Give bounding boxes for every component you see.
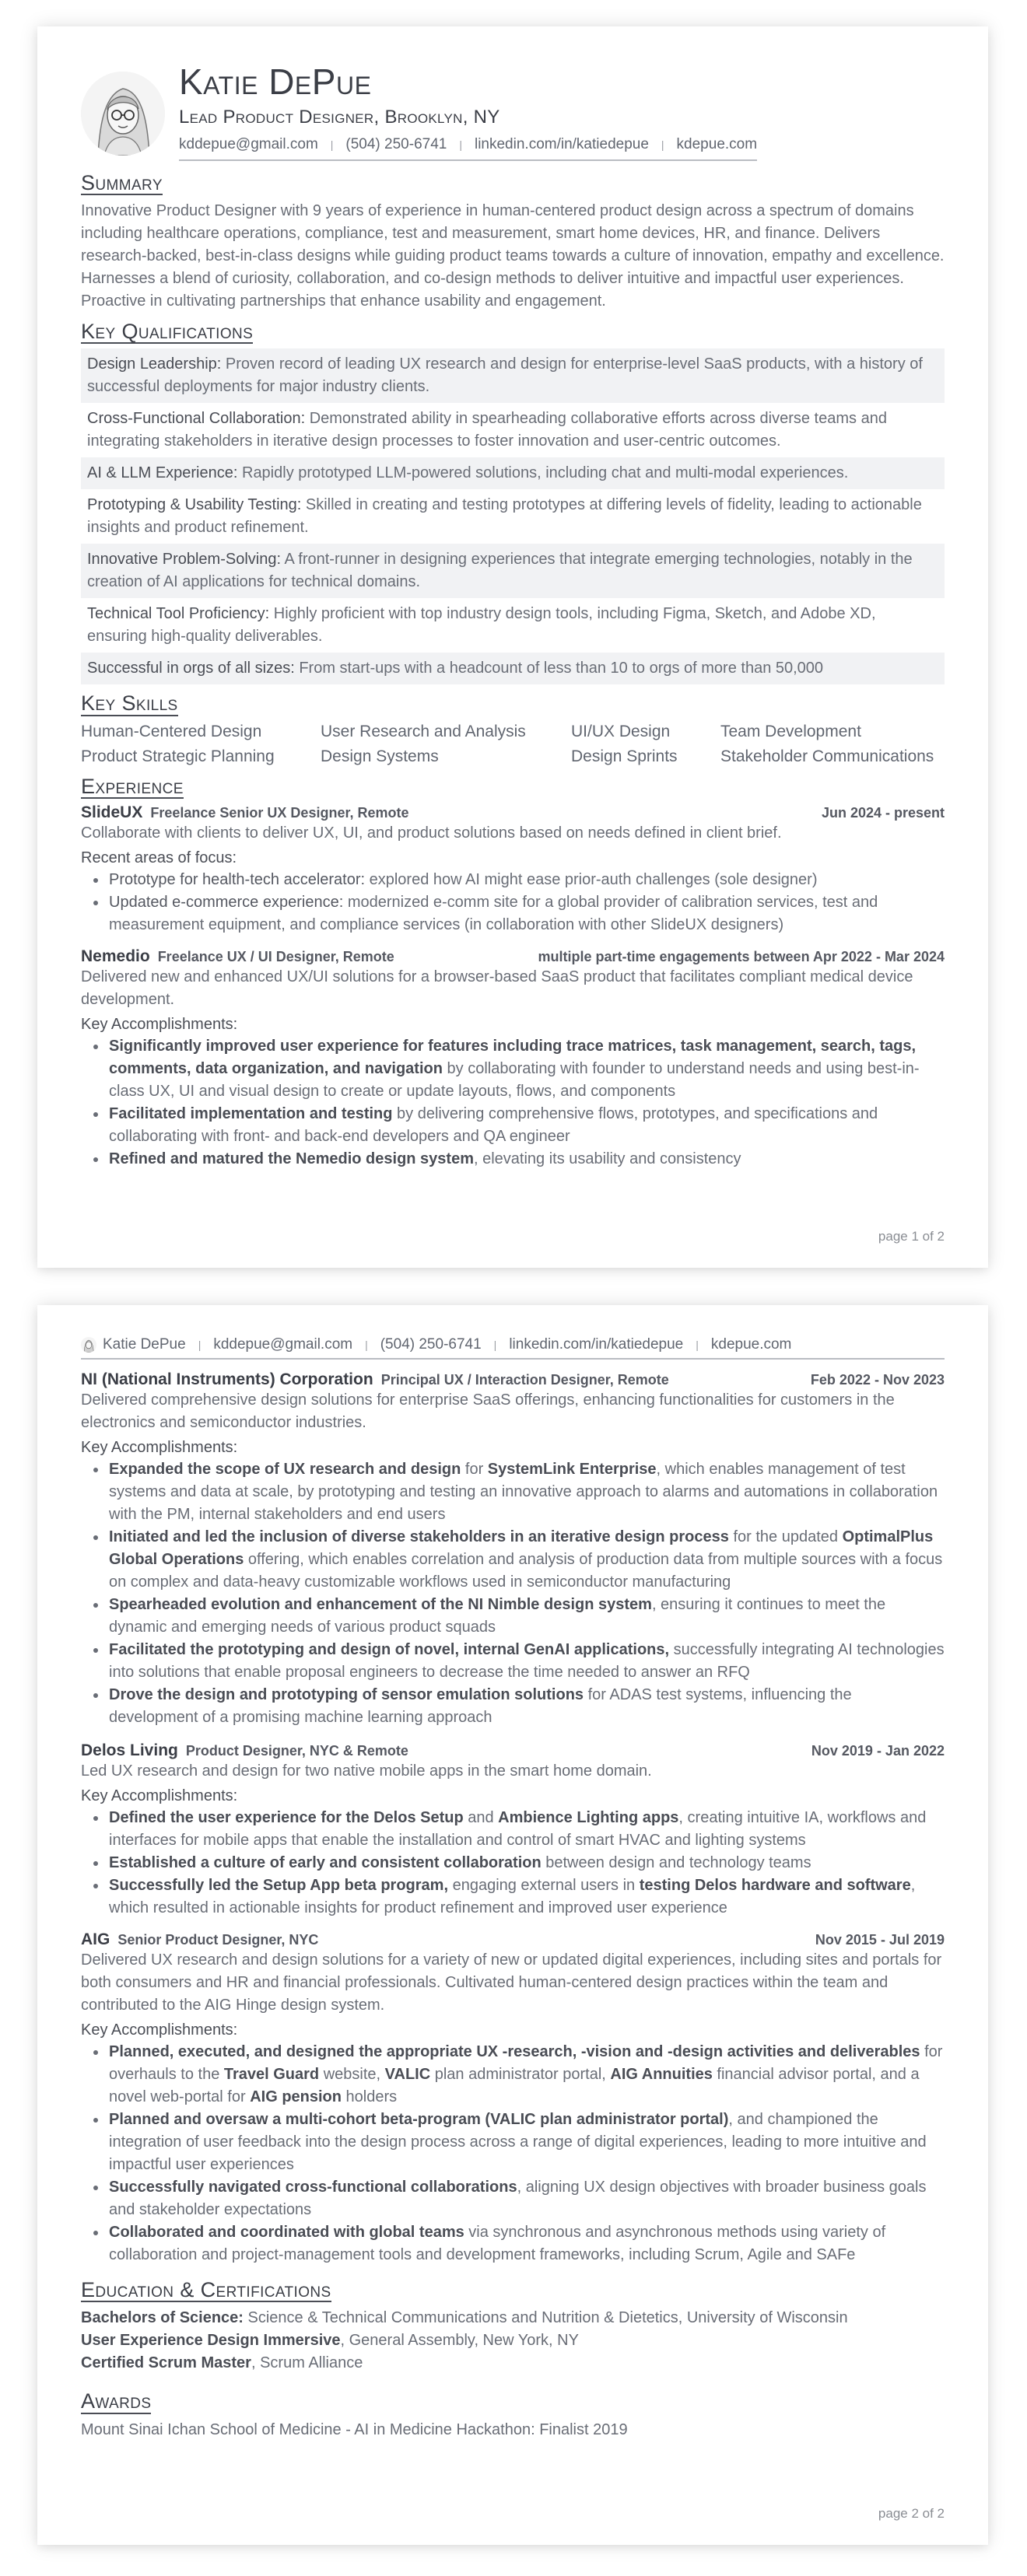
list-item: • Initiated and led the inclusion of diverse stakeholders in an iterative design process for the updated OptimalPlus Global Operations offering, which enables correlation and analysis of production data from multiple sources with a focus on complex and data-heavy customizable workflows used in semiconductor manufacturing: [107, 1526, 945, 1594]
header-name: Katie DePue: [103, 1336, 186, 1353]
contact-line: [179, 136, 757, 161]
list-item: • Established a culture of early and consistent collaboration between design and technology teams: [107, 1852, 945, 1874]
job-subheading: Key Accomplishments:: [81, 1439, 238, 1456]
job-bullets: [81, 2041, 945, 2266]
qualifications-section: [81, 320, 945, 684]
experience-section: [81, 775, 945, 1171]
qualification-item: Design Leadership: Proven record of leading UX research and design for enterprise-level SaaS products, with a history of successful deployments for major industry clients.: [81, 348, 945, 403]
skill-item: Stakeholder Communications: [720, 747, 934, 765]
skill-item: UI/UX Design: [571, 722, 671, 740]
job-dates: multiple part-time engagements between Apr 2022 - Mar 2024: [538, 948, 945, 964]
job-role: Freelance UX / UI Designer, Remote: [157, 948, 394, 964]
job-role: Senior Product Designer, NYC: [117, 1932, 319, 1948]
list-item: • Defined the user experience for the Delos Setup and Ambience Lighting apps, creating intuitive IA, workflows and interfaces for mobile apps that enable the installation and control of smart HVAC and lighting systems: [107, 1807, 945, 1852]
list-item: • Expanded the scope of UX research and design for SystemLink Enterprise, which enables management of test systems and data at scale, by prototyping and testing an innovative approach to alarms and automations in collaboration with the PM, internal stakeholders and end users: [107, 1458, 945, 1526]
resume-page-1: [37, 26, 988, 1268]
education-item: Certified Scrum Master, Scrum Alliance: [81, 2354, 363, 2372]
qualification-item: Innovative Problem-Solving: A front-runner in designing experiences that integrate emerging technologies, notably in the creation of AI applications for technical domains.: [81, 544, 945, 598]
avatar: [81, 72, 165, 156]
qualifications-heading: Key Qualifications: [81, 319, 254, 343]
list-item: • Refined and matured the Nemedio design system, elevating its usability and consistency: [107, 1148, 945, 1171]
awards-heading: Awards: [81, 2389, 152, 2413]
separator: |: [459, 138, 462, 151]
list-item: • Facilitated the prototyping and design of novel, internal GenAI applications, successfully integrating AI technologies into solutions that enable proposal engineers to decrease the time needed to answer an RFQ: [107, 1639, 945, 1684]
job-description: Collaborate with clients to deliver UX, UI, and product solutions based on needs defined in client brief.: [81, 824, 782, 842]
list-item: • Planned, executed, and designed the appropriate UX -research, -vision and -design activities and deliverables for overhauls to the Travel Guard website, VALIC plan administrator portal, AIG Annuities financial advisor portal, and a novel web-portal for AIG pension holders: [107, 2041, 945, 2109]
job-description: Led UX research and design for two native mobile apps in the smart home domain.: [81, 1762, 652, 1780]
job-delos: [81, 1741, 945, 1920]
company-name: NI (National Instruments) Corporation: [81, 1370, 373, 1388]
job-bullets: [81, 1458, 945, 1729]
education-heading: Education & Certifications: [81, 2278, 331, 2301]
qualification-item: Cross-Functional Collaboration: Demonstrated ability in spearheading collaborative efforts across diverse teams and integrating stakeholders in iterative design processes to foster innovation and user-centric outcomes.: [87, 410, 887, 450]
linkedin-link[interactable]: linkedin.com/in/katiedepue: [474, 135, 649, 152]
list-item: • Successfully navigated cross-functional collaborations, aligning UX design objectives with broader business goals and stakeholder expectations: [107, 2176, 945, 2221]
job-dates: Feb 2022 - Nov 2023: [810, 1372, 945, 1388]
list-item: • Collaborated and coordinated with global teams via synchronous and asynchronous methods using variety of collaboration and project-management tools and development frameworks, including Scrum, Agile and SAFe: [107, 2221, 945, 2266]
company-name: SlideUX: [81, 803, 143, 821]
list-item: • Successfully led the Setup App beta program, engaging external users in testing Delos hardware and software, which resulted in actionable insights for product refinement and improved user experience: [107, 1874, 945, 1920]
separator: |: [696, 1339, 699, 1351]
job-bullets: [81, 1035, 945, 1171]
job-dates: Nov 2015 - Jul 2019: [815, 1932, 945, 1948]
skill-item: Design Systems: [321, 747, 439, 765]
job-aig: [81, 1930, 945, 2266]
skills-section: [81, 692, 945, 765]
job-dates: Jun 2024 - present: [821, 804, 945, 821]
skill-item: Team Development: [720, 722, 861, 740]
job-subheading: Key Accomplishments:: [81, 1787, 238, 1804]
skill-item: Product Strategic Planning: [81, 747, 275, 765]
list-item: • Updated e-commerce experience: modernized e-comm site for a global provider of calibration services, test and measurement equipment, and compliance services (in collaboration with other SlideUX designers): [107, 891, 945, 936]
job-description: Delivered comprehensive design solutions for enterprise SaaS offerings, enhancing functionalities for customers in the electronics and semiconductor industries.: [81, 1391, 895, 1431]
company-name: Delos Living: [81, 1741, 178, 1759]
linkedin-link[interactable]: linkedin.com/in/katiedepue: [509, 1336, 684, 1353]
summary-heading: Summary: [81, 170, 163, 194]
job-role: Product Designer, NYC & Remote: [185, 1743, 408, 1759]
resume-page-2: [37, 1305, 988, 2545]
awards-section: [81, 2390, 945, 2441]
skill-item: User Research and Analysis: [321, 722, 526, 740]
job-dates: Nov 2019 - Jan 2022: [811, 1743, 945, 1759]
separator: |: [661, 138, 664, 151]
education-item: Bachelors of Science: Science & Technical Communications and Nutrition & Dietetics, University of Wisconsin: [81, 2309, 848, 2327]
separator: |: [330, 138, 334, 151]
skills-heading: Key Skills: [81, 691, 178, 716]
education-item: User Experience Design Immersive, General Assembly, New York, NY: [81, 2332, 579, 2350]
website-link[interactable]: kdepue.com: [710, 1336, 792, 1353]
qualification-item: Successful in orgs of all sizes: From start-ups with a headcount of less than 10 to orgs of more than 50,000: [81, 653, 945, 684]
email-link[interactable]: kddepue@gmail.com: [179, 135, 318, 152]
summary-text: Innovative Product Designer with 9 years of experience in human-centered product design across a spectrum of domains including healthcare operations, compliance, test and measurement, smart home devices, HR, and finance. Delivers research-backed, best-in-class designs while guiding product teams towards a culture of innovation, empathy and excellence. Harnesses a blend of curiosity, collaboration, and co-design methods to deliver intuitive and impactful user experiences. Proactive in cultivating partnerships that enhance usability and engagement.: [81, 201, 945, 310]
separator: |: [365, 1339, 368, 1351]
separator: |: [493, 1339, 497, 1351]
job-subheading: Key Accomplishments:: [81, 2021, 238, 2039]
candidate-title: Lead Product Designer, Brooklyn, NY: [179, 106, 500, 128]
phone-number: (504) 250-6741: [380, 1336, 482, 1353]
list-item: • Prototype for health-tech accelerator: explored how AI might ease prior-auth challenges (sole designer): [107, 869, 945, 891]
company-name: AIG: [81, 1930, 110, 1948]
list-item: • Planned and oversaw a multi-cohort beta-program (VALIC plan administrator portal), and championed the integration of user feedback into the design process across a range of digital experiences, leading to more intuitive and impactful user experiences: [107, 2109, 945, 2176]
experience-heading: Experience: [81, 774, 184, 798]
email-link[interactable]: kddepue@gmail.com: [213, 1336, 353, 1353]
list-item: • Spearheaded evolution and enhancement of the NI Nimble design system, ensuring it continues to meet the dynamic and emerging needs of various product squads: [107, 1594, 945, 1639]
job-bullets: [81, 1807, 945, 1920]
company-name: Nemedio: [81, 947, 150, 965]
qualification-item: AI & LLM Experience: Rapidly prototyped LLM-powered solutions, including chat and multi-modal experiences.: [81, 457, 945, 489]
phone-number: (504) 250-6741: [345, 135, 447, 152]
job-subheading: Key Accomplishments:: [81, 1015, 238, 1033]
separator: |: [198, 1339, 202, 1351]
skill-item: Design Sprints: [571, 747, 678, 765]
qualification-item: Technical Tool Proficiency: Highly proficient with top industry design tools, including Figma, Sketch, and Adobe XD, ensuring high-quality deliverables.: [87, 605, 876, 646]
education-section: [81, 2279, 945, 2375]
website-link[interactable]: kdepue.com: [676, 135, 758, 152]
award-item: Mount Sinai Ichan School of Medicine - AI in Medicine Hackathon: Finalist 2019: [81, 2420, 628, 2438]
resume-header: [81, 61, 945, 161]
job-role: Principal UX / Interaction Designer, Remote: [380, 1372, 669, 1388]
qualification-item: Prototyping & Usability Testing: Skilled in creating and testing prototypes at differing levels of fidelity, leading to actionable insights and product refinement.: [87, 496, 922, 537]
page-header: [81, 1336, 945, 1360]
summary-section: [81, 172, 945, 313]
page-number: page 2 of 2: [878, 2506, 945, 2521]
job-subheading: Recent areas of focus:: [81, 849, 237, 866]
job-role: Freelance Senior UX Designer, Remote: [150, 804, 409, 821]
page-number: page 1 of 2: [878, 1229, 945, 1244]
candidate-name: Katie DePue: [179, 61, 372, 102]
job-slideux: [81, 803, 945, 936]
job-nemedio: [81, 947, 945, 1171]
list-item: • Significantly improved user experience for features including trace matrices, task management, search, tags, comments, data organization, and navigation by collaborating with founder to understand needs and using best-in-class UX, UI and visual design to create or update layouts, flows, and components: [107, 1035, 945, 1103]
portrait-sketch-icon: [81, 72, 165, 156]
job-description: Delivered new and enhanced UX/UI solutions for a browser-based SaaS product that facilitates compliant medical device development.: [81, 968, 913, 1008]
job-bullets: [81, 869, 945, 936]
portrait-sketch-icon: [81, 1337, 96, 1353]
job-description: Delivered UX research and design solutions for a variety of new or updated digital experiences, including sites and portals for both consumers and HR and financial professionals. Cultivated human-centered design practices within the team and contributed to the AIG Hinge design system.: [81, 1951, 942, 2014]
skills-grid: [81, 723, 945, 766]
job-ni: [81, 1370, 945, 1729]
list-item: • Drove the design and prototyping of sensor emulation solutions for ADAS test systems, influencing the development of a promising machine learning approach: [107, 1684, 945, 1729]
skill-item: Human-Centered Design: [81, 722, 262, 740]
list-item: • Facilitated implementation and testing by delivering comprehensive flows, prototypes, and specifications and collaborating with front- and back-end developers and QA engineer: [107, 1103, 945, 1148]
avatar: [81, 1337, 96, 1353]
